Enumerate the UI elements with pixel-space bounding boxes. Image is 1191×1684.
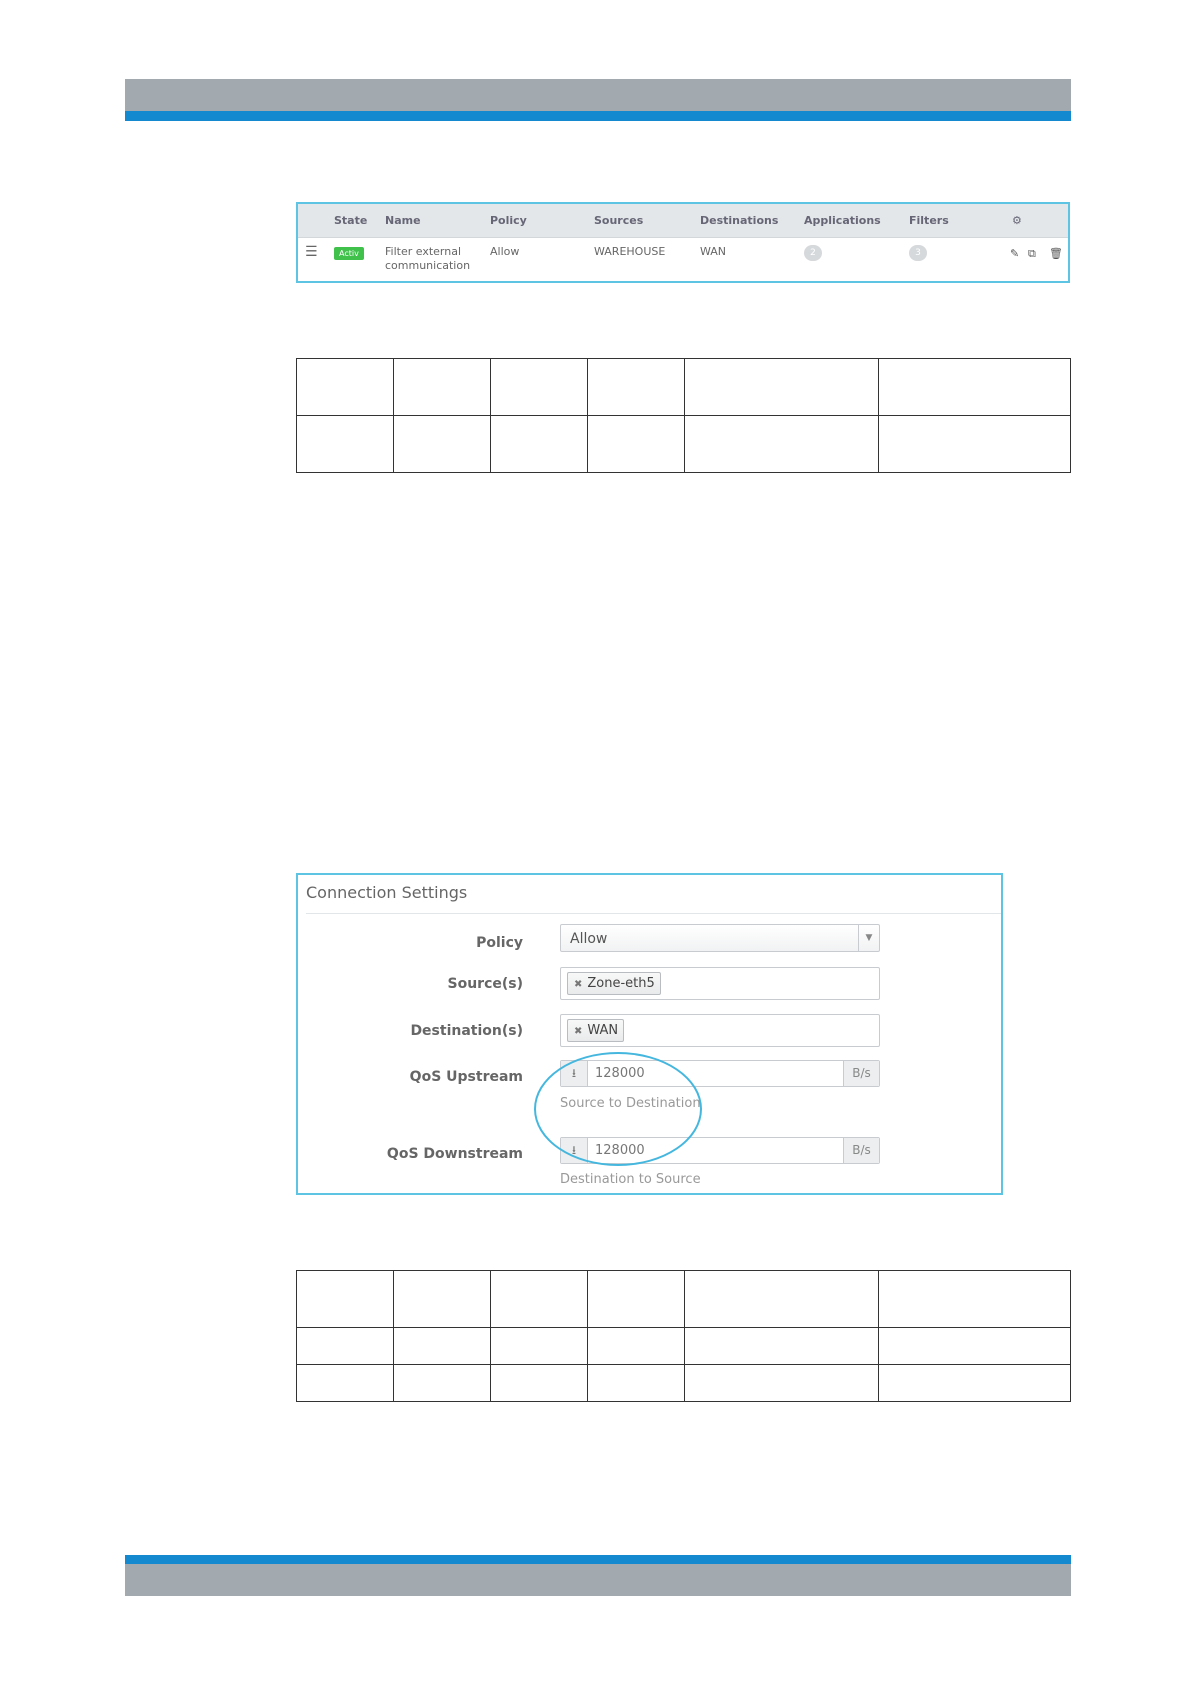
rule-sources: WAREHOUSE [594, 245, 666, 258]
footer-blue-bar [125, 1555, 1071, 1564]
table-cell [297, 1328, 394, 1365]
upload-icon: ⭳ [561, 1061, 588, 1086]
delete-icon[interactable]: 🗑 [1049, 247, 1063, 260]
table-cell [297, 359, 394, 416]
sources-label: Source(s) [447, 976, 523, 992]
table-cell [879, 359, 1071, 416]
qos-upstream-unit: B/s [843, 1061, 879, 1086]
table-cell [491, 1271, 588, 1328]
rule-policy: Allow [490, 245, 520, 258]
destinations-input[interactable] [560, 1014, 880, 1047]
table-cell [879, 416, 1071, 473]
table-cell [394, 416, 491, 473]
table-cell [491, 1328, 588, 1365]
filters-count [909, 245, 927, 261]
qos-downstream-label: QoS Downstream [386, 1146, 523, 1162]
panel-title: Connection Settings [306, 883, 468, 902]
chevron-down-icon[interactable]: ▼ [858, 925, 879, 951]
table-cell [491, 359, 588, 416]
qos-upstream-label: QoS Upstream [409, 1069, 523, 1085]
column-header-applications[interactable]: Applications [804, 214, 881, 227]
header-grey-bar [125, 79, 1071, 111]
table-cell [588, 1328, 685, 1365]
table-cell [588, 1365, 685, 1402]
qos-upstream-hint: Source to Destination [560, 1096, 701, 1111]
table-cell [394, 359, 491, 416]
footer-grey-bar [125, 1564, 1071, 1596]
sources-input[interactable] [560, 967, 880, 1000]
state-cell [334, 246, 364, 260]
remove-tag-icon[interactable]: ✖ [574, 979, 583, 990]
table-cell [297, 1271, 394, 1328]
policy-label: Policy [476, 935, 523, 951]
download-icon: ⭳ [561, 1138, 588, 1163]
column-header-name[interactable]: Name [385, 214, 421, 227]
table-cell [685, 416, 879, 473]
table-cell [297, 1365, 394, 1402]
destination-tag [567, 1019, 624, 1042]
qos-downstream-unit: B/s [843, 1138, 879, 1163]
rule-destinations: WAN [700, 245, 727, 258]
gear-icon[interactable]: ⚙ [1012, 214, 1022, 227]
table-cell [879, 1365, 1071, 1402]
table-cell [879, 1271, 1071, 1328]
table-cell [394, 1365, 491, 1402]
column-header-policy[interactable]: Policy [490, 214, 527, 227]
source-tag [567, 972, 661, 995]
table-cell [491, 1365, 588, 1402]
table-cell [685, 1365, 879, 1402]
column-header-sources[interactable]: Sources [594, 214, 644, 227]
column-header-state[interactable]: State [334, 214, 368, 227]
applications-count-badge[interactable]: 2 [804, 245, 822, 261]
rule-list-panel [296, 202, 1070, 283]
table-cell [394, 1271, 491, 1328]
destinations-label: Destination(s) [410, 1023, 523, 1039]
table-cell [394, 1328, 491, 1365]
table-cell [588, 416, 685, 473]
table-cell [685, 359, 879, 416]
qos-downstream-hint: Destination to Source [560, 1172, 701, 1187]
column-header-filters[interactable]: Filters [909, 214, 949, 227]
edit-icon[interactable]: ✎ [1010, 247, 1020, 260]
status-badge[interactable]: Activ [334, 247, 364, 260]
remove-tag-icon[interactable]: ✖ [574, 1026, 583, 1037]
table-cell [491, 416, 588, 473]
filters-count-badge[interactable]: 3 [909, 245, 927, 261]
table-cell [685, 1328, 879, 1365]
empty-table-2 [296, 1270, 1071, 1402]
rule-list-header [298, 204, 1068, 238]
table-cell [588, 1271, 685, 1328]
empty-table-1 [296, 358, 1071, 473]
table-cell [588, 359, 685, 416]
header-blue-bar [125, 111, 1071, 121]
destination-tag-label: WAN [587, 1023, 619, 1038]
copy-icon[interactable]: ⧉ [1028, 247, 1036, 260]
policy-select[interactable] [560, 924, 880, 952]
table-cell [879, 1328, 1071, 1365]
drag-handle-icon[interactable]: ☰ [305, 244, 318, 260]
highlight-ellipse [534, 1052, 702, 1166]
policy-selected-value: Allow [570, 931, 608, 947]
column-header-destinations[interactable]: Destinations [700, 214, 779, 227]
source-tag-label: Zone-eth5 [587, 976, 655, 991]
table-cell [297, 416, 394, 473]
applications-count [804, 245, 822, 261]
rule-name[interactable]: Filter external communication [385, 245, 471, 272]
qos-upstream-value: 128000 [595, 1066, 645, 1081]
qos-downstream-value: 128000 [595, 1143, 645, 1158]
table-cell [685, 1271, 879, 1328]
divider [306, 913, 1001, 914]
